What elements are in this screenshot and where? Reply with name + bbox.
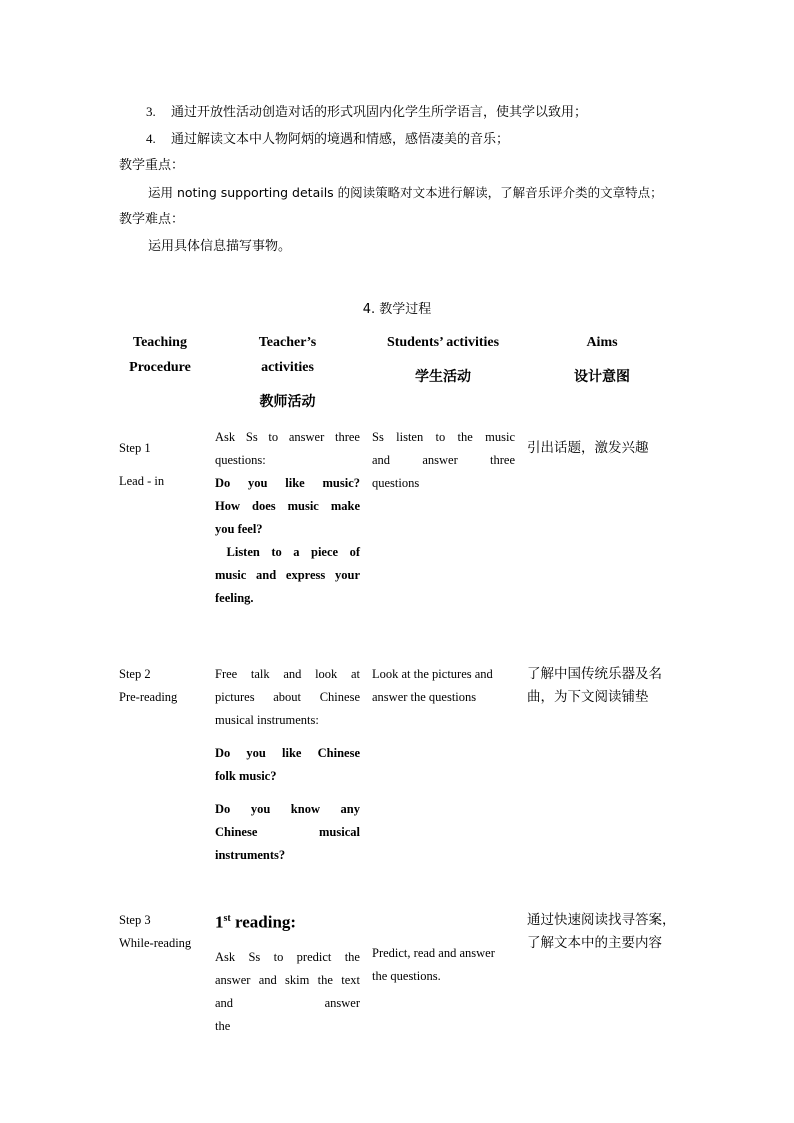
question-line: Listen to a piece of <box>215 545 360 559</box>
text-line: 曲，为下文阅读铺垫 <box>527 689 649 705</box>
question-line: Do you like music? <box>215 476 360 490</box>
step-1-teacher-activities <box>215 426 360 610</box>
question-line: you feel? <box>215 522 263 536</box>
header-line: activities <box>261 360 314 375</box>
step-3-teacher-activities <box>215 905 360 1038</box>
reading-title-number: 1 <box>215 912 224 932</box>
question-line: feeling. <box>215 591 254 605</box>
step-2-stage: Pre-reading <box>119 690 178 704</box>
difficult-points-text: 运用具体信息描写事物。 <box>148 239 292 254</box>
question-line: instruments? <box>215 848 286 862</box>
text-line: the questions. <box>372 969 441 983</box>
header-students-activities <box>368 330 518 390</box>
reading-title <box>215 905 360 937</box>
question-line: Chinese musical <box>215 825 360 839</box>
text-line: and answer the <box>215 995 360 1033</box>
reading-title-suffix: st <box>223 913 231 924</box>
objective-3 <box>146 102 587 123</box>
reading-title-text: reading: <box>230 912 297 932</box>
question-line: folk music? <box>215 769 277 783</box>
text-line: pictures about Chinese <box>215 690 360 704</box>
text-line: Predict, read and answer <box>372 946 495 960</box>
objective-text: 通过解读文本中人物阿炳的境遇和情感，感悟凄美的音乐； <box>171 132 510 147</box>
text-line: and answer three <box>372 453 515 467</box>
text-line: 了解文本中的主要内容 <box>527 935 662 951</box>
section-title: 4. 教学过程 <box>362 302 432 317</box>
step-2-teacher-activities <box>215 663 360 867</box>
step-3-stage: While-reading <box>119 936 192 950</box>
key-points-heading: 教学重点： <box>119 158 185 173</box>
text-line: 引出话题，激发兴趣 <box>527 440 649 456</box>
header-line: 学生活动 <box>415 369 471 385</box>
header-line: Teacher’s <box>258 335 317 350</box>
objective-number: 4. <box>146 131 156 146</box>
text-line: Ss listen to the music <box>372 430 515 444</box>
step-2-label: Step 2 <box>119 667 151 681</box>
header-teacher-activities <box>235 330 340 415</box>
text-line: Free talk and look at <box>215 667 360 681</box>
step-1-student-activities <box>372 426 515 495</box>
step-1-stage: Lead - in <box>119 474 165 488</box>
text-line: questions <box>372 476 420 490</box>
step-2-student-activities <box>372 663 515 709</box>
step-1-aims <box>527 437 687 460</box>
difficult-points-heading: 教学难点： <box>119 212 185 227</box>
step-3-student-activities <box>372 942 515 988</box>
text-line: 通过快速阅读找寻答案， <box>527 912 676 928</box>
text-line: questions: <box>215 453 266 467</box>
header-line: Students’ activities <box>386 335 500 350</box>
question-line: How does music make <box>215 499 360 513</box>
question-line: Do you know any <box>215 802 360 816</box>
text-line: Look at the pictures and <box>372 667 493 681</box>
objective-4 <box>146 129 509 150</box>
step-3-aims <box>527 909 687 955</box>
objective-number: 3. <box>146 104 156 119</box>
question-line: Do you like Chinese <box>215 746 360 760</box>
text-line: answer and skim the text <box>215 972 360 987</box>
step-2-aims <box>527 663 687 709</box>
header-line: 设计意图 <box>574 369 630 385</box>
objective-text: 通过开放性活动创造对话的形式巩固内化学生所学语言，使其学以致用； <box>171 105 588 120</box>
text-line: musical instruments: <box>215 713 319 727</box>
text-line: Ask Ss to answer three <box>215 430 360 444</box>
header-aims <box>552 330 652 390</box>
header-line: 教师活动 <box>259 394 316 410</box>
text-line: Ask Ss to predict the <box>215 949 360 964</box>
header-line: Aims <box>586 335 618 350</box>
question-line: music and express your <box>215 568 360 582</box>
header-teaching-procedure <box>110 330 210 380</box>
step-1-label: Step 1 <box>119 441 151 455</box>
header-line: Procedure <box>129 360 191 375</box>
text-line: 了解中国传统乐器及名 <box>527 666 662 682</box>
key-points-text: 运用 noting supporting details 的阅读策略对文本进行解读，了解音乐评介类的文章特点； <box>148 185 663 200</box>
text-line: answer the questions <box>372 690 477 704</box>
step-3-label: Step 3 <box>119 913 151 927</box>
header-line: Teaching <box>133 335 187 350</box>
